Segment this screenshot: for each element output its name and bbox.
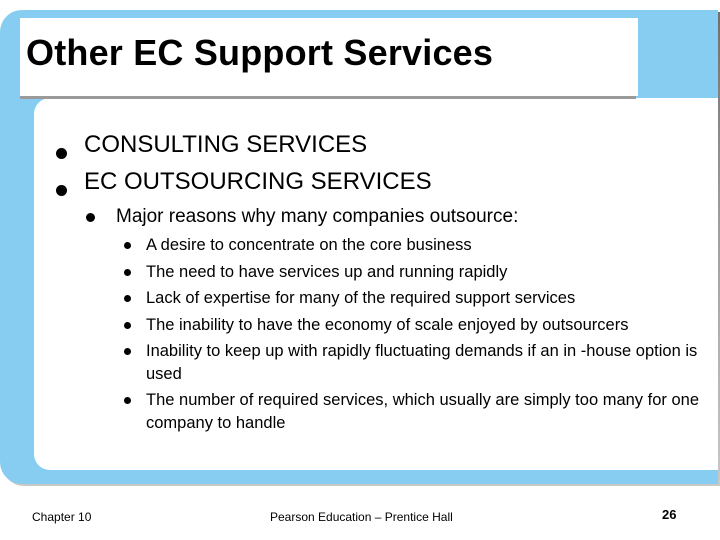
list-item: [124, 389, 704, 434]
footer-chapter: Chapter 10: [32, 510, 92, 524]
bullet-text: CONSULTING SERVICES: [84, 131, 368, 158]
list-item-text: Lack of expertise for many of the required support services: [146, 289, 576, 307]
bullet-dot-icon: [124, 322, 131, 329]
list-item-text: Inability to keep up with rapidly fluctuating demands if an in -house option is used: [146, 342, 698, 383]
list-item-text: A desire to concentrate on the core business: [146, 236, 472, 254]
list-item: [124, 261, 704, 284]
bullet-dot-icon: [124, 269, 131, 276]
title-underline: [20, 96, 636, 99]
bullet-dot-icon: [124, 348, 131, 355]
bullet-dot-icon: [86, 213, 95, 222]
list-item: [124, 234, 704, 257]
list-item: [124, 314, 704, 337]
bullet-text: EC OUTSOURCING SERVICES: [84, 168, 432, 195]
reasons-list: [124, 234, 704, 438]
footer-publisher: Pearson Education – Prentice Hall: [270, 510, 453, 524]
footer-page-number: 26: [662, 507, 677, 522]
list-item-text: The need to have services up and running rapidly: [146, 262, 508, 281]
bullet-dot-icon: [124, 295, 131, 302]
list-item: [124, 287, 704, 310]
list-item-text: The number of required services, which usually are simply too many for one company to handle: [146, 391, 699, 432]
bullet-dot-icon: [124, 242, 131, 249]
subbullet-text: Major reasons why many companies outsource:: [116, 206, 519, 227]
bullet-dot-icon: [56, 177, 67, 207]
list-item-text: The inability to have the economy of scale enjoyed by outsourcers: [146, 315, 629, 334]
bullet-dot-icon: [56, 140, 67, 170]
list-item: [124, 340, 704, 385]
bullet-dot-icon: [124, 397, 131, 404]
slide-title: Other EC Support Services: [26, 32, 494, 73]
